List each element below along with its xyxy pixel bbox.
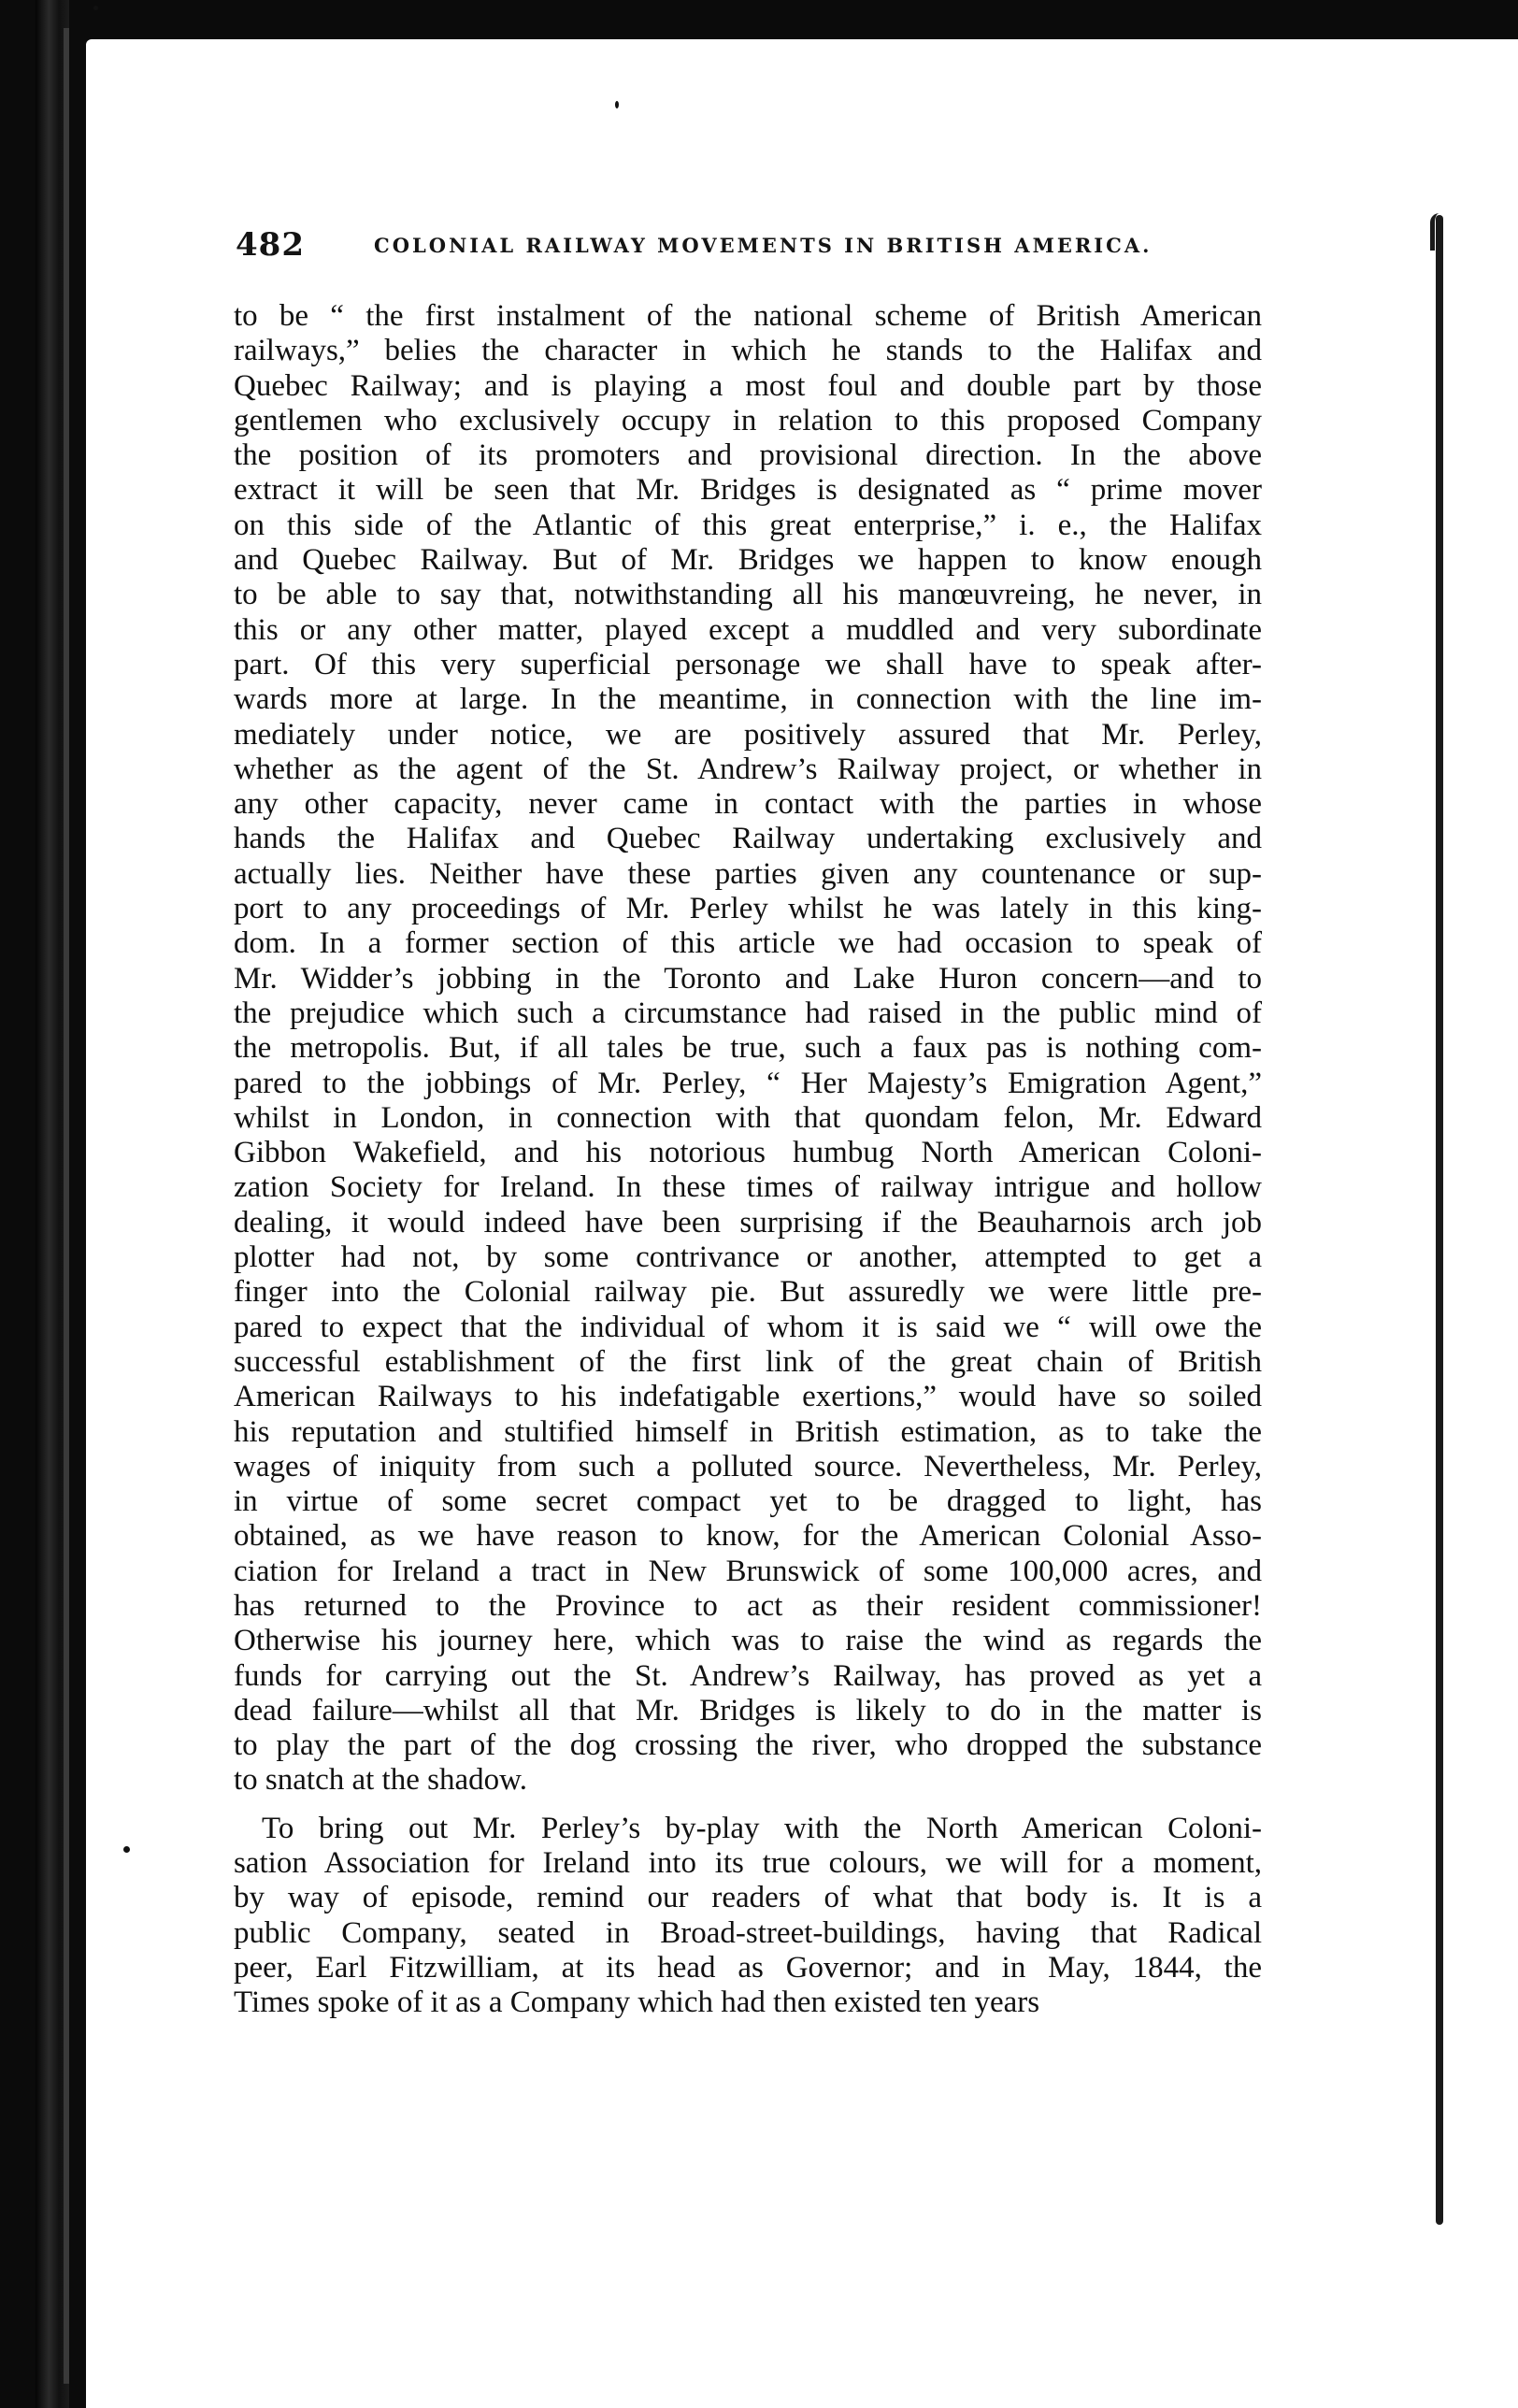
text-line: any other capacity, never came in contact with the parties in whose	[234, 787, 1262, 822]
text-line: funds for carrying out the St. Andrew’s Railway, has proved as yet a	[234, 1658, 1262, 1693]
text-line: peer, Earl Fitzwilliam, at its head as Governor; and in May, 1844, the	[234, 1950, 1262, 1985]
article-body	[234, 299, 1262, 2021]
text-line: to be “ the first instalment of the national scheme of British American	[234, 299, 1262, 333]
paragraph-gap	[234, 1799, 1262, 1812]
text-line: whether as the agent of the St. Andrew’s Railway project, or whether in	[234, 752, 1262, 786]
text-line: on this side of the Atlantic of this great enterprise,” i. e., the Halifax	[234, 508, 1262, 542]
text-line: has returned to the Province to act as their resident commissioner!	[234, 1588, 1262, 1623]
paragraph-1	[234, 299, 1262, 1799]
text-line: finger into the Colonial railway pie. But assuredly we were little pre-	[234, 1275, 1262, 1310]
text-line: dealing, it would indeed have been surprising if the Beauharnois arch job	[234, 1205, 1262, 1240]
text-line: to be able to say that, notwithstanding all his manœuvreing, he never, in	[234, 578, 1262, 612]
text-line: pared to expect that the individual of whom it is said we “ will owe the	[234, 1310, 1262, 1344]
text-line: plotter had not, by some contrivance or another, attempted to get a	[234, 1240, 1262, 1275]
text-line: mediately under notice, we are positively assured that Mr. Perley,	[234, 717, 1262, 752]
book-binding-line	[64, 28, 69, 2384]
scan-speck	[93, 6, 98, 10]
text-line: whilst in London, in connection with that quondam felon, Mr. Edward	[234, 1100, 1262, 1135]
text-line: extract it will be seen that Mr. Bridges is designated as “ prime mover	[234, 473, 1262, 508]
text-line: actually lies. Neither have these parties given any countenance or sup-	[234, 856, 1262, 891]
paragraph-2	[234, 1812, 1262, 2021]
text-line: in virtue of some secret compact yet to be dragged to light, has	[234, 1484, 1262, 1519]
text-line: ciation for Ireland a tract in New Brunswick of some 100,000 acres, and	[234, 1554, 1262, 1588]
text-line: successful establishment of the first link of the great chain of British	[234, 1344, 1262, 1379]
text-line: the prejudice which such a circumstance had raised in the public mind of	[234, 996, 1262, 1030]
text-line: public Company, seated in Broad-street-buildings, having that Radical	[234, 1915, 1262, 1950]
text-line: part. Of this very superficial personage we shall have to speak after-	[234, 647, 1262, 681]
running-head: COLONIAL RAILWAY MOVEMENTS IN BRITISH AMERICA.	[374, 234, 1153, 257]
page-header	[236, 226, 1264, 273]
page-edge-curl	[1436, 215, 1443, 2225]
scan-speck	[615, 101, 619, 108]
text-line: sation Association for Ireland into its true colours, we will for a moment,	[234, 1846, 1262, 1881]
text-line: wages of iniquity from such a polluted source. Nevertheless, Mr. Perley,	[234, 1449, 1262, 1484]
text-line: railways,” belies the character in which he stands to the Halifax and	[234, 334, 1262, 368]
text-line: obtained, as we have reason to know, for the American Colonial Asso-	[234, 1519, 1262, 1554]
text-line: wards more at large. In the meantime, in connection with the line im-	[234, 682, 1262, 717]
text-line: pared to the jobbings of Mr. Perley, “ Her Majesty’s Emigration Agent,”	[234, 1066, 1262, 1100]
text-line: dead failure—whilst all that Mr. Bridges is likely to do in the matter is	[234, 1693, 1262, 1727]
text-line: and Quebec Railway. But of Mr. Bridges we happen to know enough	[234, 543, 1262, 578]
text-line: hands the Halifax and Quebec Railway undertaking exclusively and	[234, 822, 1262, 856]
text-line: zation Society for Ireland. In these times of railway intrigue and hollow	[234, 1170, 1262, 1205]
text-line: port to any proceedings of Mr. Perley whilst he was lately in this king-	[234, 892, 1262, 926]
text-line: Times spoke of it as a Company which had then existed ten years	[234, 1985, 1040, 2020]
text-line: American Railways to his indefatigable exertions,” would have so soiled	[234, 1380, 1262, 1414]
text-line: by way of episode, remind our readers of what that body is. It is a	[234, 1881, 1262, 1915]
text-line: the metropolis. But, if all tales be true, such a faux pas is nothing com-	[234, 1031, 1262, 1066]
text-line: Mr. Widder’s jobbing in the Toronto and Lake Huron concern—and to	[234, 961, 1262, 996]
text-line: Otherwise his journey here, which was to raise the wind as regards the	[234, 1624, 1262, 1658]
text-line: to snatch at the shadow.	[234, 1763, 528, 1798]
text-line: to play the part of the dog crossing the river, who dropped the substance	[234, 1728, 1262, 1763]
text-line: his reputation and stultified himself in British estimation, as to take the	[234, 1414, 1262, 1449]
text-line: Quebec Railway; and is playing a most foul and double part by those	[234, 368, 1262, 403]
scan-speck	[123, 1846, 130, 1853]
text-line: Gibbon Wakefield, and his notorious humbug North American Coloni-	[234, 1136, 1262, 1170]
text-line: dom. In a former section of this article we had occasion to speak of	[234, 926, 1262, 961]
text-line: gentlemen who exclusively occupy in relation to this proposed Company	[234, 403, 1262, 437]
text-line: the position of its promoters and provisional direction. In the above	[234, 438, 1262, 473]
text-line: To bring out Mr. Perley’s by-play with the North American Coloni-	[262, 1811, 1262, 1845]
page-number: 482	[236, 226, 305, 264]
text-line: this or any other matter, played except a muddled and very subordinate	[234, 612, 1262, 647]
